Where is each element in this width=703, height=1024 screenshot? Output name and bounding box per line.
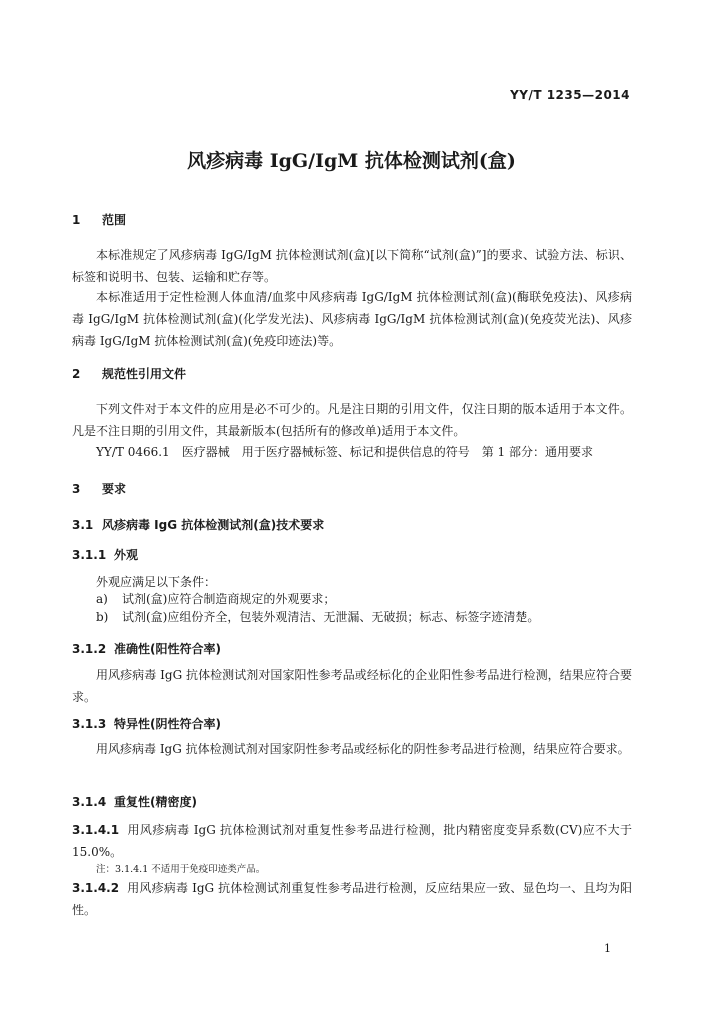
- section-number: 1: [72, 213, 81, 227]
- clause-3-1-4-2: [72, 877, 632, 921]
- clause-number: 3.1.3: [72, 717, 107, 731]
- section-2-paragraph: 下列文件对于本文件的应用是必不可少的。凡是注日期的引用文件，仅注日期的版本适用于本文件。凡是不注日期的引用文件，其最新版本(包括所有的修改单)适用于本文件。: [72, 402, 632, 438]
- section-number: 2: [72, 367, 81, 381]
- clause-3-1-2-text: 用风疹病毒 IgG 抗体检测试剂对国家阳性参考品或经标化的企业阳性参考品进行检测，结果应符合要求。: [72, 668, 632, 704]
- clause-3-1-3-text: 用风疹病毒 IgG 抗体检测试剂对国家阴性参考品或经标化的阴性参考品进行检测，结果应符合要求。: [96, 742, 630, 756]
- clause-title: 外观: [114, 548, 139, 562]
- subsection-number: 3.1: [72, 518, 94, 532]
- document-title: 风疹病毒 IgG/IgM 抗体检测试剂(盒): [187, 150, 516, 172]
- standard-code: YY/T 1235—2014: [510, 88, 630, 102]
- clause-number: 3.1.2: [72, 642, 107, 656]
- section-title: 要求: [102, 482, 127, 496]
- clause-title: 特异性(阴性符合率): [114, 717, 221, 731]
- clause-number: 3.1.1: [72, 548, 107, 562]
- subsection-3-1-heading: [72, 516, 324, 533]
- section-2-heading: [72, 365, 186, 382]
- section-title: 规范性引用文件: [102, 367, 187, 381]
- list-item-text: 试剂(盒)应组份齐全，包装外观清洁、无泄漏、无破损；标志、标签字迹清楚。: [122, 610, 540, 624]
- appearance-intro: 外观应满足以下条件：: [96, 575, 217, 589]
- section-1-heading: [72, 211, 126, 228]
- list-item-text: 试剂(盒)应符合制造商规定的外观要求；: [122, 592, 336, 606]
- subsection-title: 风疹病毒 IgG 抗体检测试剂(盒)技术要求: [102, 518, 325, 532]
- clause-number: 3.1.4.1: [72, 823, 120, 837]
- clause-title: 准确性(阳性符合率): [114, 642, 221, 656]
- normative-reference: YY/T 0466.1 医疗器械 用于医疗器械标签、标记和提供信息的符号 第 1 部分：通用要求: [96, 445, 593, 459]
- list-marker: b): [96, 610, 109, 624]
- section-title: 范围: [102, 213, 127, 227]
- section-number: 3: [72, 482, 81, 496]
- page-number: 1: [604, 942, 611, 955]
- clause-3-1-4-heading: [72, 793, 197, 810]
- clause-3-1-3-heading: [72, 715, 221, 732]
- clause-number: 3.1.4: [72, 795, 107, 809]
- clause-text: 用风疹病毒 IgG 抗体检测试剂对重复性参考品进行检测，批内精密度变异系数(CV)应不大于 15.0%。: [72, 823, 632, 859]
- clause-title: 重复性(精密度): [114, 795, 197, 809]
- clause-text: 用风疹病毒 IgG 抗体检测试剂重复性参考品进行检测，反应结果应一致、显色均一、且均为阳性。: [72, 881, 632, 917]
- note: 注：3.1.4.1 不适用于免疫印迹类产品。: [96, 864, 266, 875]
- clause-3-1-4-1: [72, 819, 632, 863]
- section-3-heading: [72, 480, 126, 497]
- clause-3-1-1-heading: [72, 546, 138, 563]
- list-marker: a): [96, 592, 108, 606]
- list-item: [96, 607, 636, 627]
- clause-3-1-2-heading: [72, 640, 221, 657]
- clause-number: 3.1.4.2: [72, 881, 120, 895]
- section-1-paragraph-2: 本标准适用于定性检测人体血清/血浆中风疹病毒 IgG/IgM 抗体检测试剂(盒)(酶联免疫法)、风疹病毒 IgG/IgM 抗体检测试剂(盒)(化学发光法)、风疹病毒 IgG/IgM 抗体检测试剂(盒)(免疫荧光法)、风疹病毒 IgG/IgM 抗体检测试剂(盒)(免疫印迹法)等。: [72, 290, 632, 348]
- list-item: [96, 589, 636, 609]
- section-1-paragraph-1: 本标准规定了风疹病毒 IgG/IgM 抗体检测试剂(盒)[以下简称“试剂(盒)”]的要求、试验方法、标识、标签和说明书、包装、运输和贮存等。: [72, 248, 632, 284]
